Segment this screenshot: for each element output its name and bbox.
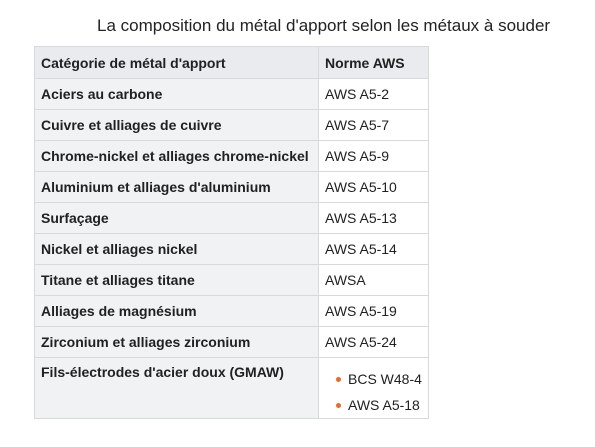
row-norm-list-cell	[319, 358, 429, 419]
list-item	[325, 366, 422, 392]
filler-metal-table	[34, 46, 429, 419]
row-category: Aluminium et alliages d'aluminium	[35, 172, 319, 203]
header-category: Catégorie de métal d'apport	[35, 47, 319, 79]
table-caption: La composition du métal d'apport selon les métaux à souder	[97, 16, 551, 35]
table-row	[35, 172, 429, 203]
row-category: Cuivre et alliages de cuivre	[35, 110, 319, 141]
row-category: Surfaçage	[35, 203, 319, 234]
row-norm: AWS A5-24	[319, 327, 429, 358]
row-category: Alliages de magnésium	[35, 296, 319, 327]
row-category: Titane et alliages titane	[35, 265, 319, 296]
row-category: Fils-électrodes d'acier doux (GMAW)	[35, 358, 319, 419]
table-row	[35, 234, 429, 265]
bullet-icon	[336, 377, 341, 382]
norm-label: BCS W48-4	[348, 371, 422, 387]
row-category: Aciers au carbone	[35, 79, 319, 110]
row-category: Chrome-nickel et alliages chrome-nickel	[35, 141, 319, 172]
table-row	[35, 141, 429, 172]
row-norm: AWS A5-19	[319, 296, 429, 327]
row-norm: AWSA	[319, 265, 429, 296]
row-norm: AWS A5-14	[319, 234, 429, 265]
table-row	[35, 110, 429, 141]
header-aws-norm: Norme AWS	[319, 47, 429, 79]
table-row	[35, 203, 429, 234]
bullet-icon	[336, 403, 341, 408]
row-norm: AWS A5-10	[319, 172, 429, 203]
table-row	[35, 296, 429, 327]
row-category: Zirconium et alliages zirconium	[35, 327, 319, 358]
row-norm: AWS A5-2	[319, 79, 429, 110]
table-row	[35, 265, 429, 296]
table-row	[35, 358, 429, 419]
row-norm: AWS A5-13	[319, 203, 429, 234]
norm-list	[325, 366, 422, 418]
norm-label: AWS A5-18	[348, 397, 420, 413]
row-category: Nickel et alliages nickel	[35, 234, 319, 265]
table-row	[35, 79, 429, 110]
row-norm: AWS A5-9	[319, 141, 429, 172]
row-norm: AWS A5-7	[319, 110, 429, 141]
table-row	[35, 327, 429, 358]
table-header-row	[35, 47, 429, 79]
list-item	[325, 392, 422, 418]
